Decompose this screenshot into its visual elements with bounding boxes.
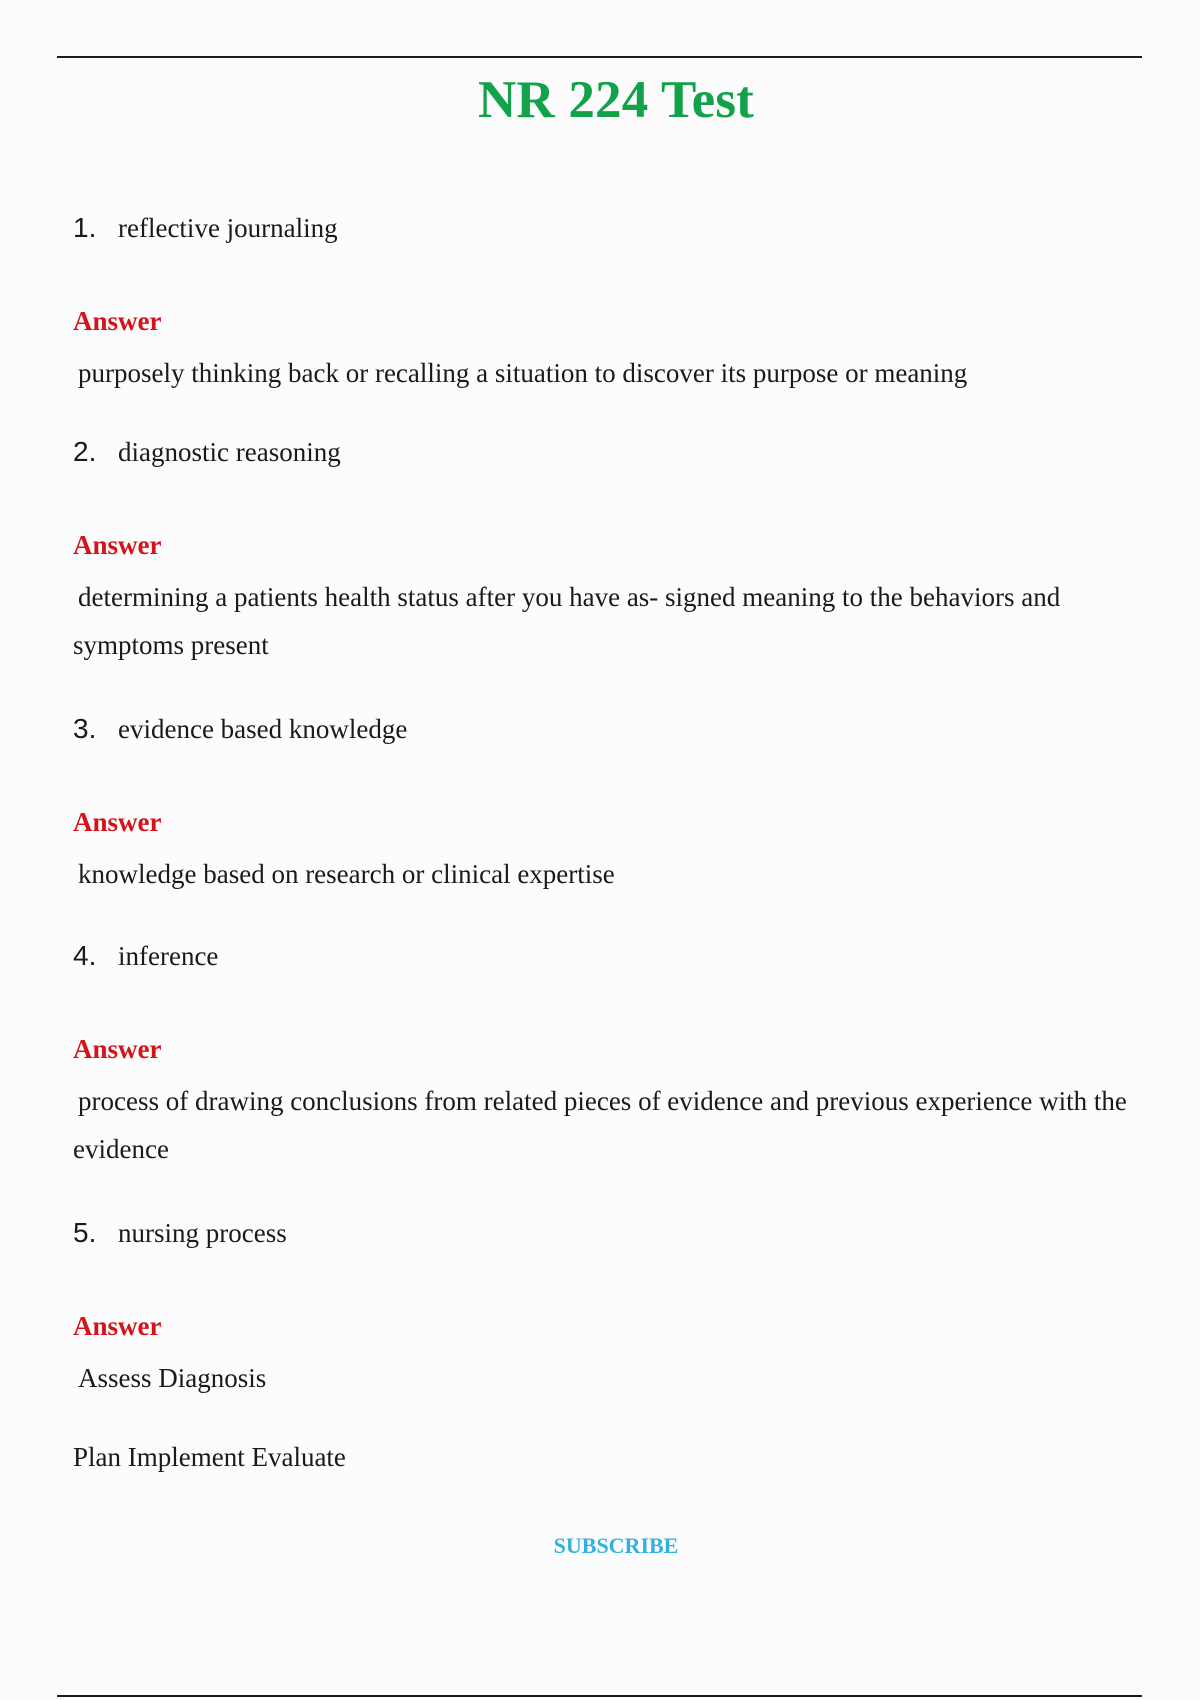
answer-label: Answer — [73, 306, 162, 336]
qa-item — [73, 709, 1141, 898]
question — [73, 432, 1141, 472]
qa-item — [73, 208, 1141, 397]
question — [73, 936, 1141, 976]
question-term: reflective journaling — [118, 213, 338, 243]
question — [73, 1213, 1141, 1253]
answer-label: Answer — [73, 530, 162, 560]
question-number: 3. — [73, 713, 97, 744]
top-divider — [57, 56, 1142, 58]
answer-label: Answer — [73, 1034, 162, 1064]
answer-label: Answer — [73, 1311, 162, 1341]
answer-text: process of drawing conclusions from related pieces of evidence and previous experience with the evidence — [73, 1086, 1127, 1164]
subscribe-link[interactable]: SUBSCRIBE — [553, 1533, 679, 1558]
question-number: 2. — [73, 436, 97, 467]
answer-label: Answer — [73, 807, 162, 837]
answer-text: knowledge based on research or clinical expertise — [78, 859, 615, 889]
answer-text: determining a patients health status after you have as- signed meaning to the behaviors and symptoms present — [73, 582, 1061, 660]
qa-item — [73, 936, 1141, 1173]
question — [73, 709, 1141, 749]
answer-text: Assess Diagnosis — [78, 1363, 267, 1393]
question-number: 1. — [73, 212, 97, 243]
qa-item — [73, 1213, 1141, 1477]
question-number: 5. — [73, 1217, 97, 1248]
qa-list — [73, 208, 1141, 1511]
page-title: NR 224 Test — [477, 71, 755, 129]
question — [73, 208, 1141, 248]
question-term: inference — [118, 941, 219, 971]
question-term: nursing process — [118, 1218, 287, 1248]
question-term: diagnostic reasoning — [118, 437, 341, 467]
question-term: evidence based knowledge — [118, 714, 408, 744]
answer-text-continued: Plan Implement Evaluate — [73, 1442, 346, 1472]
qa-item — [73, 432, 1141, 669]
question-number: 4. — [73, 940, 97, 971]
bottom-divider — [57, 1695, 1142, 1697]
answer-text: purposely thinking back or recalling a situation to discover its purpose or meaning — [78, 358, 968, 388]
